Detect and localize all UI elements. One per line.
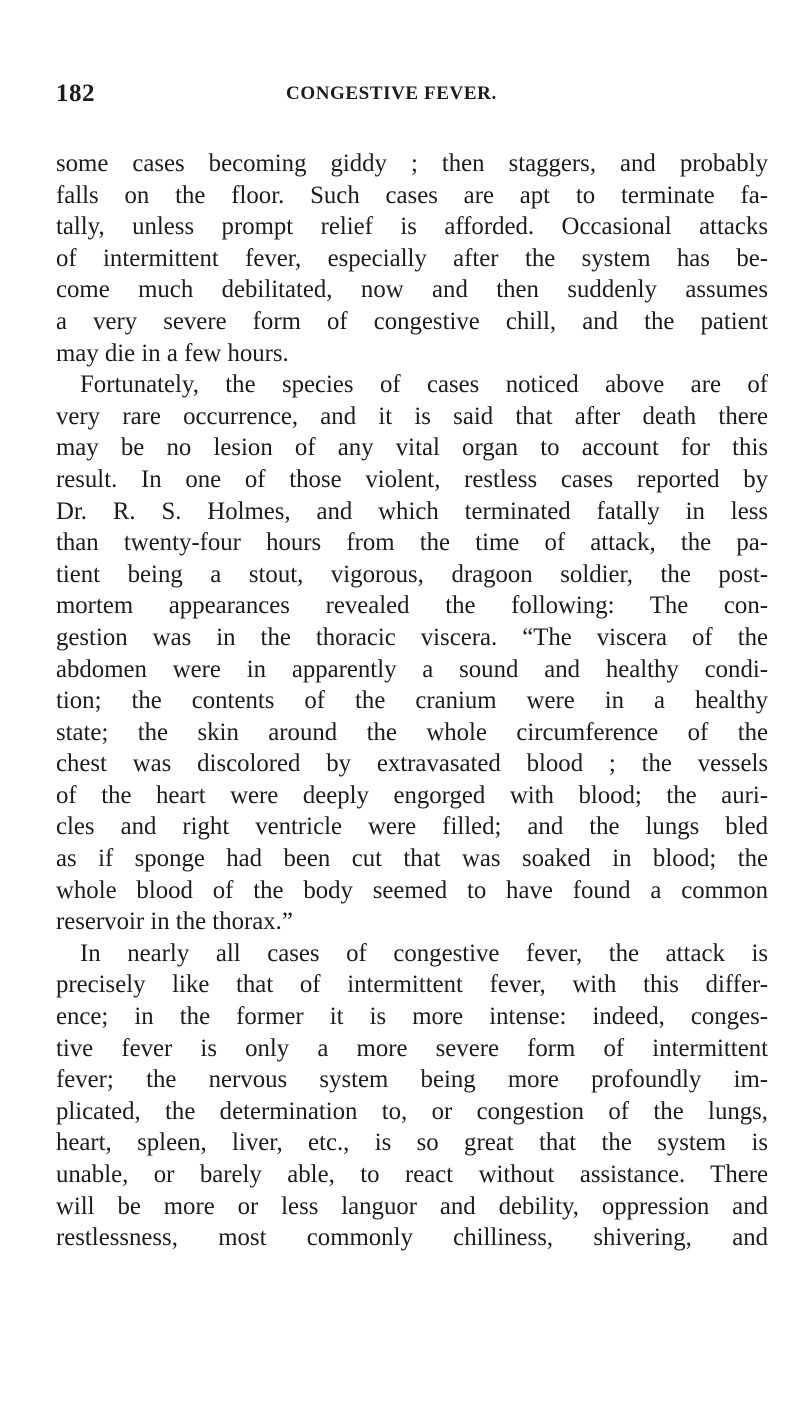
text-line: restlessness, most commonly chilliness, shivering, and: [56, 1224, 768, 1252]
text-line: tive fever is only a more severe form of intermittent: [56, 1034, 768, 1062]
running-title: CONGESTIVE FEVER.: [286, 83, 497, 104]
text-line: a very severe form of congestive chill, and the patient: [56, 307, 768, 335]
text-line: result. In one of those violent, restless cases reported by: [56, 465, 768, 493]
text-line: gestion was in the thoracic viscera. “The viscera of the: [56, 623, 768, 651]
text-line: heart, spleen, liver, etc., is so great that the system is: [56, 1129, 768, 1157]
text-line: come much debilitated, now and then suddenly assumes: [56, 276, 768, 304]
text-line: chest was discolored by extravasated blood ; the vessels: [56, 750, 768, 778]
text-line: reservoir in the thorax.”: [56, 908, 293, 936]
text-line: very rare occurrence, and it is said that after death there: [56, 402, 768, 430]
text-line: whole blood of the body seemed to have found a common: [56, 876, 768, 904]
text-line: tient being a stout, vigorous, dragoon soldier, the post-: [56, 560, 768, 588]
body-text: [56, 148, 768, 1254]
text-line: tally, unless prompt relief is afforded. Occasional attacks: [56, 213, 768, 241]
text-line: of intermittent fever, especially after the system has be-: [56, 244, 768, 272]
text-line: mortem appearances revealed the following: The con-: [56, 592, 768, 620]
text-line: may die in a few hours.: [56, 339, 289, 367]
text-line: fever; the nervous system being more profoundly im-: [56, 1066, 768, 1094]
running-head: [56, 80, 768, 116]
text-line: falls on the floor. Such cases are apt to terminate fa-: [56, 181, 768, 209]
text-line: ence; in the former it is more intense: indeed, conges-: [56, 1003, 768, 1031]
text-line: state; the skin around the whole circumference of the: [56, 718, 768, 746]
text-line: abdomen were in apparently a sound and healthy condi-: [56, 655, 768, 683]
text-line: cles and right ventricle were filled; and the lungs bled: [56, 813, 768, 841]
text-line: precisely like that of intermittent fever, with this differ-: [56, 971, 768, 999]
text-line: as if sponge had been cut that was soaked in blood; the: [56, 845, 768, 873]
text-line: unable, or barely able, to react without assistance. There: [56, 1161, 768, 1188]
text-line: some cases becoming giddy ; then staggers, and probably: [56, 150, 768, 177]
text-line: will be more or less languor and debility, oppression and: [56, 1192, 768, 1220]
text-line: Dr. R. S. Holmes, and which terminated fatally in less: [56, 497, 768, 525]
text-line: than twenty-four hours from the time of attack, the pa-: [56, 529, 768, 557]
text-line: of the heart were deeply engorged with blood; the auri-: [56, 781, 768, 809]
text-line: In nearly all cases of congestive fever, the attack is: [80, 939, 768, 967]
text-line: may be no lesion of any vital organ to account for this: [56, 434, 768, 462]
text-line: tion; the contents of the cranium were in a healthy: [56, 687, 768, 715]
text-line: Fortunately, the species of cases noticed above are of: [80, 371, 768, 399]
page-number: 182: [56, 80, 95, 107]
text-line: plicated, the determination to, or congestion of the lungs,: [56, 1097, 768, 1125]
